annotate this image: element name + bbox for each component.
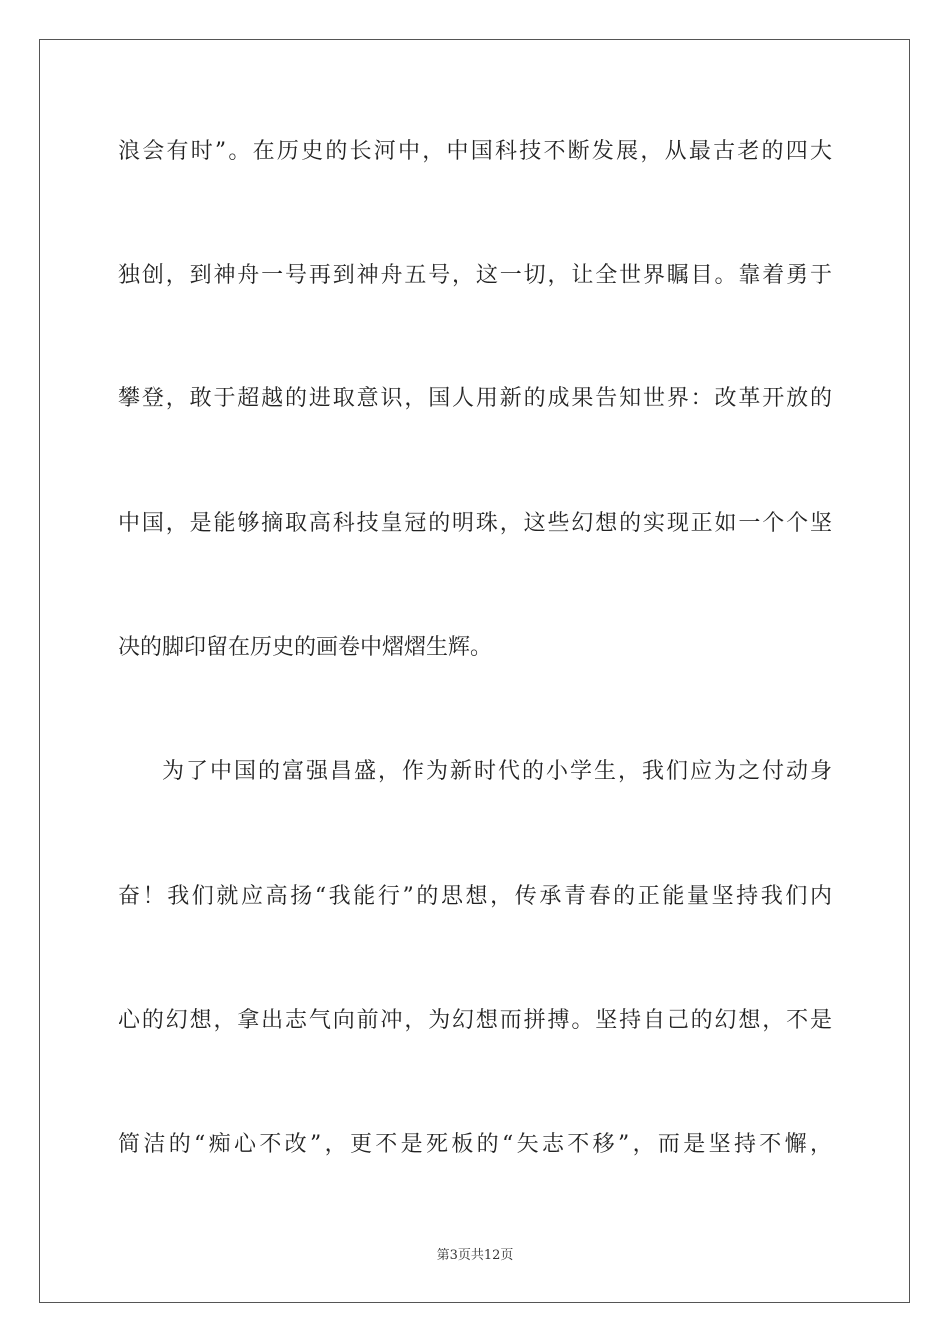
body-text-line: 浪会有时”。在历史的长河中，中国科技不断发展，从最古老的四大 [118,139,832,164]
page-number: 第3页 [436,1248,471,1263]
body-text-line: 为了中国的富强昌盛，作为新时代的小学生，我们应为之付动身 [162,759,832,784]
body-text-line: 中国，是能够摘取高科技皇冠的明珠，这些幻想的实现正如一个个坚 [118,511,832,536]
body-text-line: 攀登，敢于超越的进取意识，国人用新的成果告知世界：改革开放的 [118,386,832,411]
body-text-line: 心的幻想，拿出志气向前冲，为幻想而拼搏。坚持自己的幻想，不是 [118,1008,832,1033]
body-text-line: 简洁的“痴心不改”，更不是死板的“矢志不移”，而是坚持不懈， [118,1132,832,1157]
page-total: 共12页 [470,1248,514,1263]
page-footer [0,1248,950,1264]
body-text-line: 独创，到神舟一号再到神舟五号，这一切，让全世界瞩目。靠着勇于 [118,263,832,288]
body-text-line: 决的脚印留在历史的画卷中熠熠生辉。 [118,635,493,660]
body-text-line: 奋！我们就应高扬“我能行”的思想，传承青春的正能量坚持我们内 [118,884,832,909]
page-border [39,39,910,1303]
